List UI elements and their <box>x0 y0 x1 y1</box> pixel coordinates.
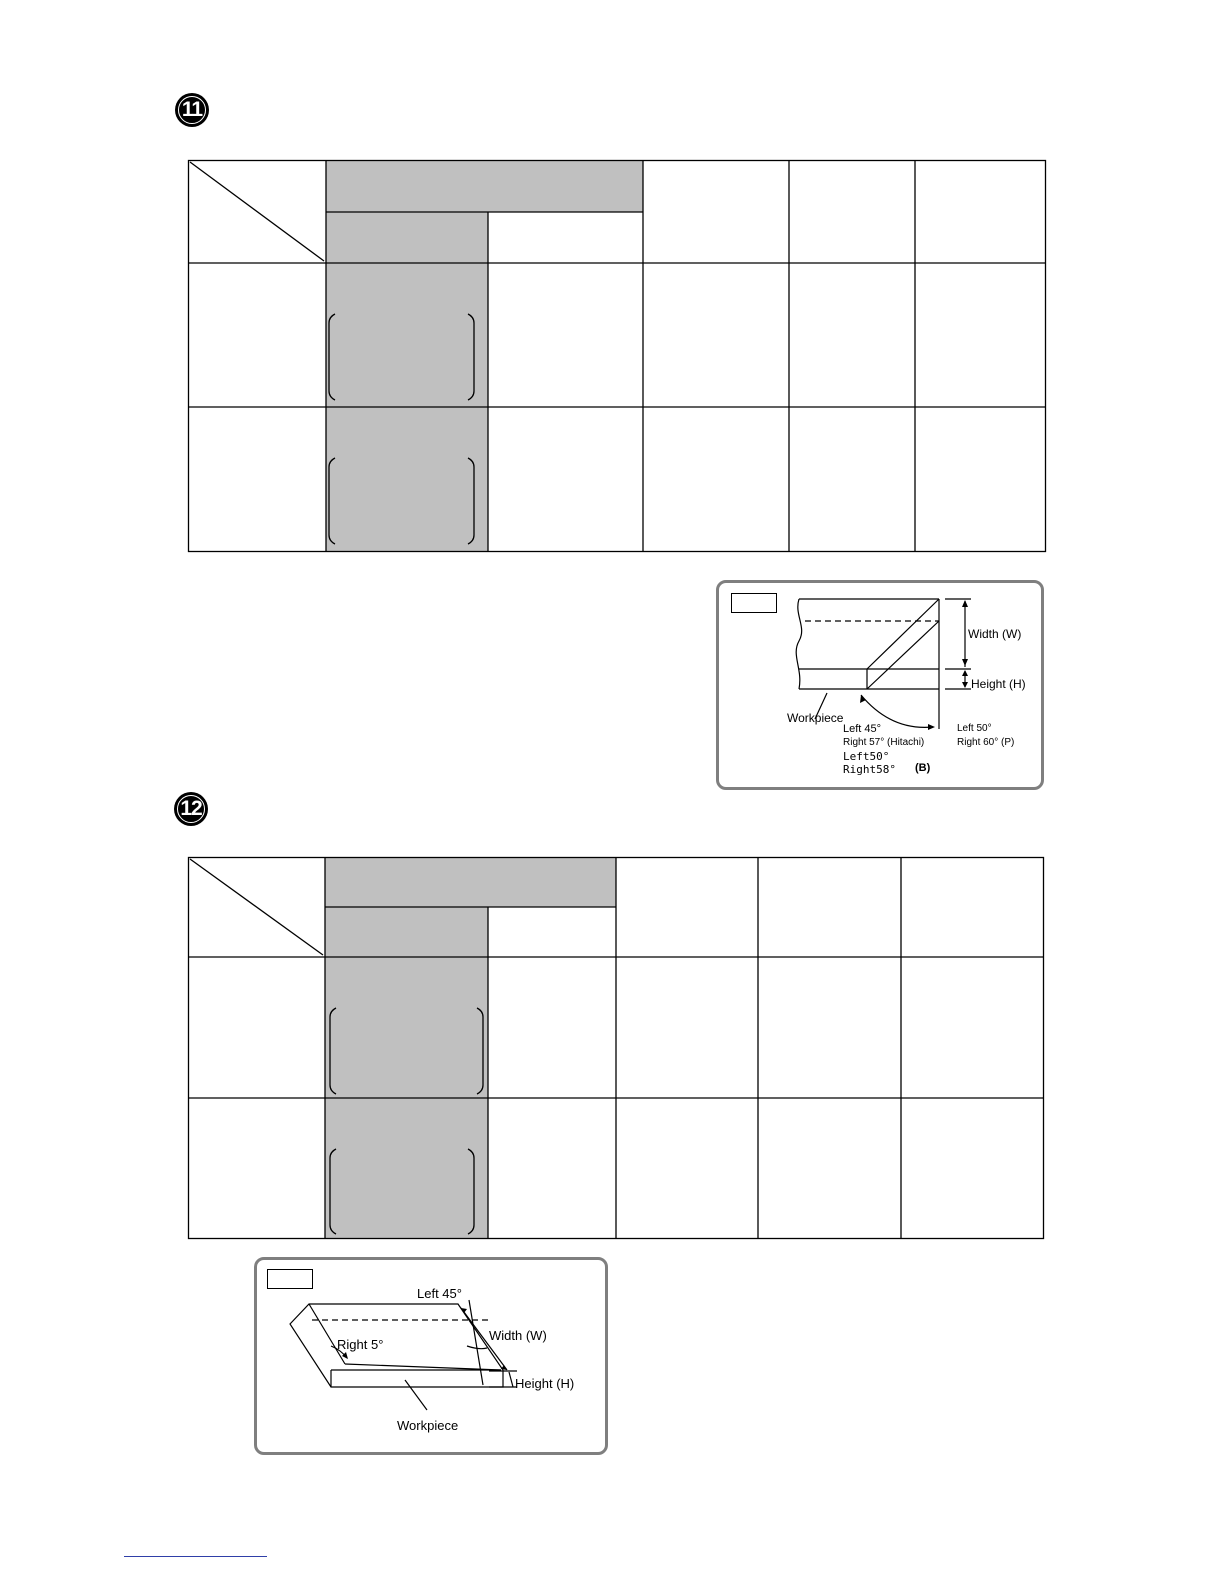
right-5-label: Right 5° <box>337 1337 384 1352</box>
workpiece-label: Workpiece <box>787 711 844 725</box>
right-60-label: Right 60° (P) <box>957 737 1015 748</box>
spec-table-11 <box>188 160 1046 552</box>
left-45-label: Left 45° <box>417 1286 462 1301</box>
right-58-label: Right58° <box>843 763 896 776</box>
spec-table-12 <box>188 857 1044 1239</box>
table-grid-lines <box>188 857 1044 1239</box>
table-grid-lines <box>188 160 1046 552</box>
section-number-12: 12 <box>174 792 208 826</box>
figure-12-compound-cut <box>254 1257 608 1455</box>
b-mark: (B) <box>915 762 931 774</box>
width-label: Width (W) <box>968 627 1022 641</box>
left-45-label: Left 45° <box>843 723 882 735</box>
left-50-b-label: Left50° <box>843 750 890 763</box>
width-label: Width (W) <box>489 1328 547 1343</box>
section-number-11: 11 <box>175 93 209 127</box>
height-label: Height (H) <box>971 677 1026 691</box>
workpiece-label: Workpiece <box>397 1418 459 1433</box>
figure-11-miter-cut <box>716 580 1044 790</box>
footer-link-underline <box>124 1556 267 1557</box>
left-50-p-label: Left 50° <box>957 723 992 734</box>
right-57-label: Right 57° (Hitachi) <box>843 737 925 748</box>
height-label: Height (H) <box>515 1376 575 1391</box>
